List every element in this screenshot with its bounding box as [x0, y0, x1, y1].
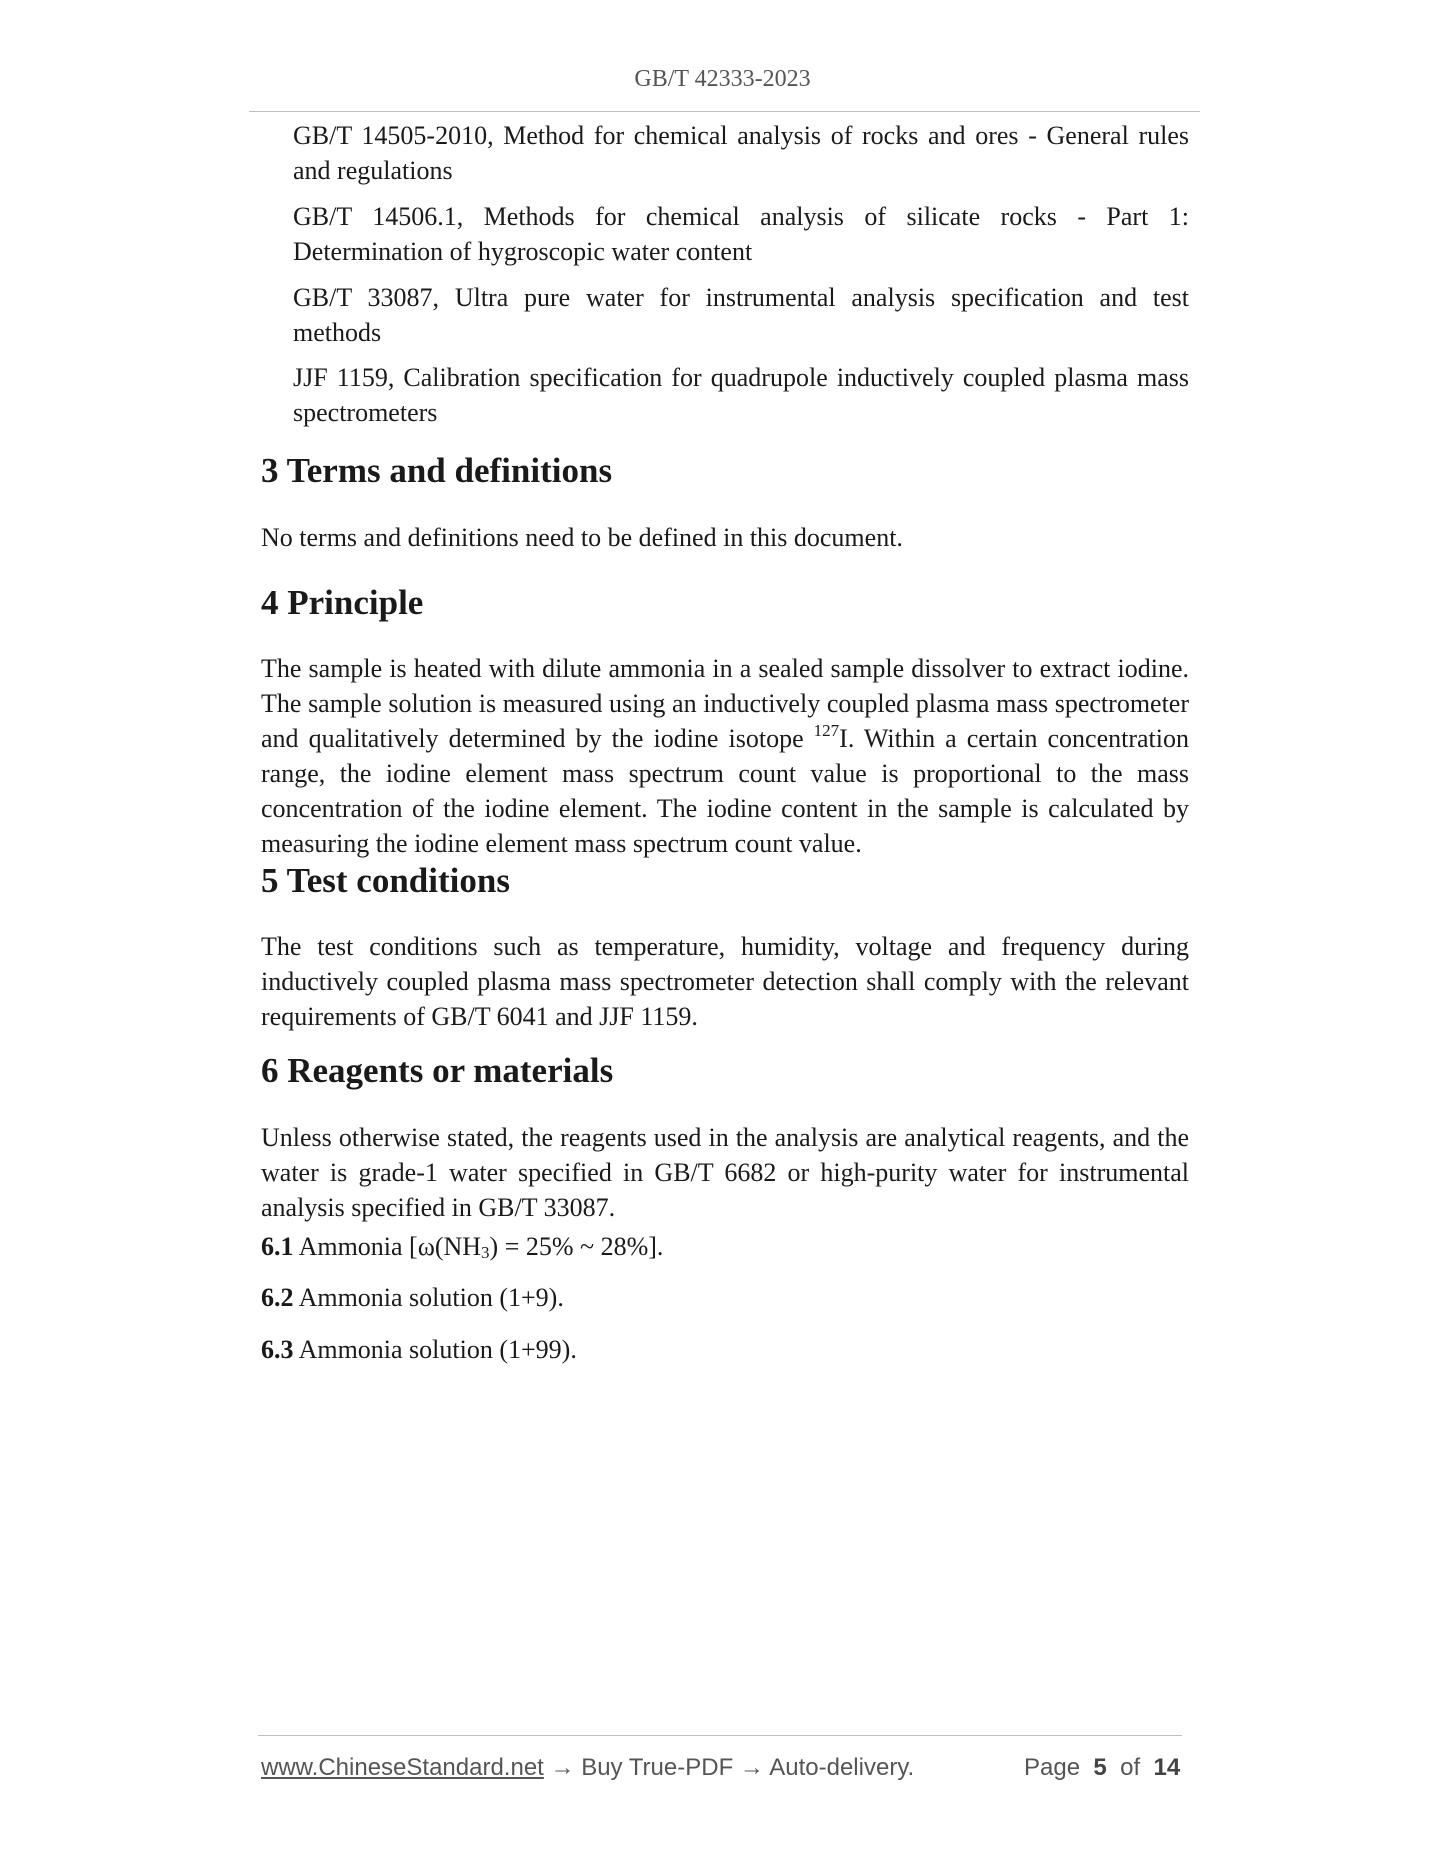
section-4-body-part1: The sample is heated with dilute ammonia in a sealed sample dissolver to extract iodine. The sample solution is measured using an inductively coupled plasma mass spectrometer and qualitatively determined by the iodine isotope: [261, 654, 1189, 753]
reference-gbt-33087: GB/T 33087, Ultra pure water for instrumental analysis specification and test methods: [293, 283, 1189, 347]
item-6-1-text-end: ) = 25% ~ 28%].: [489, 1232, 664, 1261]
item-6-3-text: Ammonia solution (1+99).: [293, 1335, 577, 1364]
item-6-2-number: 6.2: [261, 1283, 294, 1312]
page-header-title: GB/T 42333-2023: [634, 66, 811, 92]
page-label: Page: [1024, 1754, 1081, 1781]
footer-buy-text: Buy True-PDF: [581, 1754, 734, 1781]
reference-gbt-14505: GB/T 14505-2010, Method for chemical analysis of rocks and ores - General rules and regulations: [293, 121, 1189, 185]
reference-jjf-1159: JJF 1159, Calibration specification for quadrupole inductively coupled plasma mass spectrometers: [293, 363, 1189, 427]
page-of: of: [1120, 1754, 1141, 1781]
item-6-1-number: 6.1: [261, 1232, 294, 1261]
footer-arrow-icon: →: [550, 1754, 575, 1781]
section-4-heading: 4 Principle: [261, 583, 424, 622]
item-6-1: [261, 1229, 1189, 1264]
section-5-body: The test conditions such as temperature, humidity, voltage and frequency during inductively coupled plasma mass spectrometer detection shall comply with the relevant requirements of GB/T 6041 and JJF 1159.: [261, 932, 1189, 1031]
footer-divider: [258, 1735, 1182, 1736]
footer-arrow-icon: →: [739, 1754, 764, 1781]
section-5-heading: 5 Test conditions: [261, 861, 510, 900]
footer-page-indicator: [1024, 1754, 1180, 1782]
isotope-superscript: 127: [813, 721, 840, 740]
item-6-1-text: Ammonia [ω(NH: [293, 1232, 482, 1261]
footer-delivery-text: Auto-delivery.: [769, 1754, 915, 1781]
section-4-body-part2: I. Within a certain concentration range, the iodine element mass spectrum count value is proportional to the mass concentration of the iodine element. The iodine content in the sample is calculated by measuring the iodine element mass spectrum count value.: [261, 724, 1189, 858]
reference-gbt-14506-1: GB/T 14506.1, Methods for chemical analysis of silicate rocks - Part 1: Determination of hygroscopic water content: [293, 202, 1189, 266]
item-6-2: [261, 1280, 1189, 1315]
section-4-body: [261, 651, 1189, 861]
footer-website-link[interactable]: www.ChineseStandard.net: [261, 1754, 544, 1781]
section-6-heading: 6 Reagents or materials: [261, 1051, 614, 1090]
item-6-1-subscript: 3: [481, 1243, 490, 1262]
item-6-3-number: 6.3: [261, 1335, 294, 1364]
section-6-body: Unless otherwise stated, the reagents used in the analysis are analytical reagents, and the water is grade-1 water specified in GB/T 6682 or high-purity water for instrumental analysis specified in GB/T 33087.: [261, 1123, 1189, 1222]
page-total: 14: [1153, 1754, 1181, 1781]
header-divider: [249, 111, 1200, 112]
item-6-3: [261, 1332, 1189, 1367]
item-6-2-text: Ammonia solution (1+9).: [293, 1283, 564, 1312]
section-3-heading: 3 Terms and definitions: [261, 451, 613, 490]
section-3-body: No terms and definitions need to be defined in this document.: [261, 523, 903, 552]
footer-promo: [261, 1754, 914, 1782]
page-current: 5: [1093, 1754, 1107, 1781]
